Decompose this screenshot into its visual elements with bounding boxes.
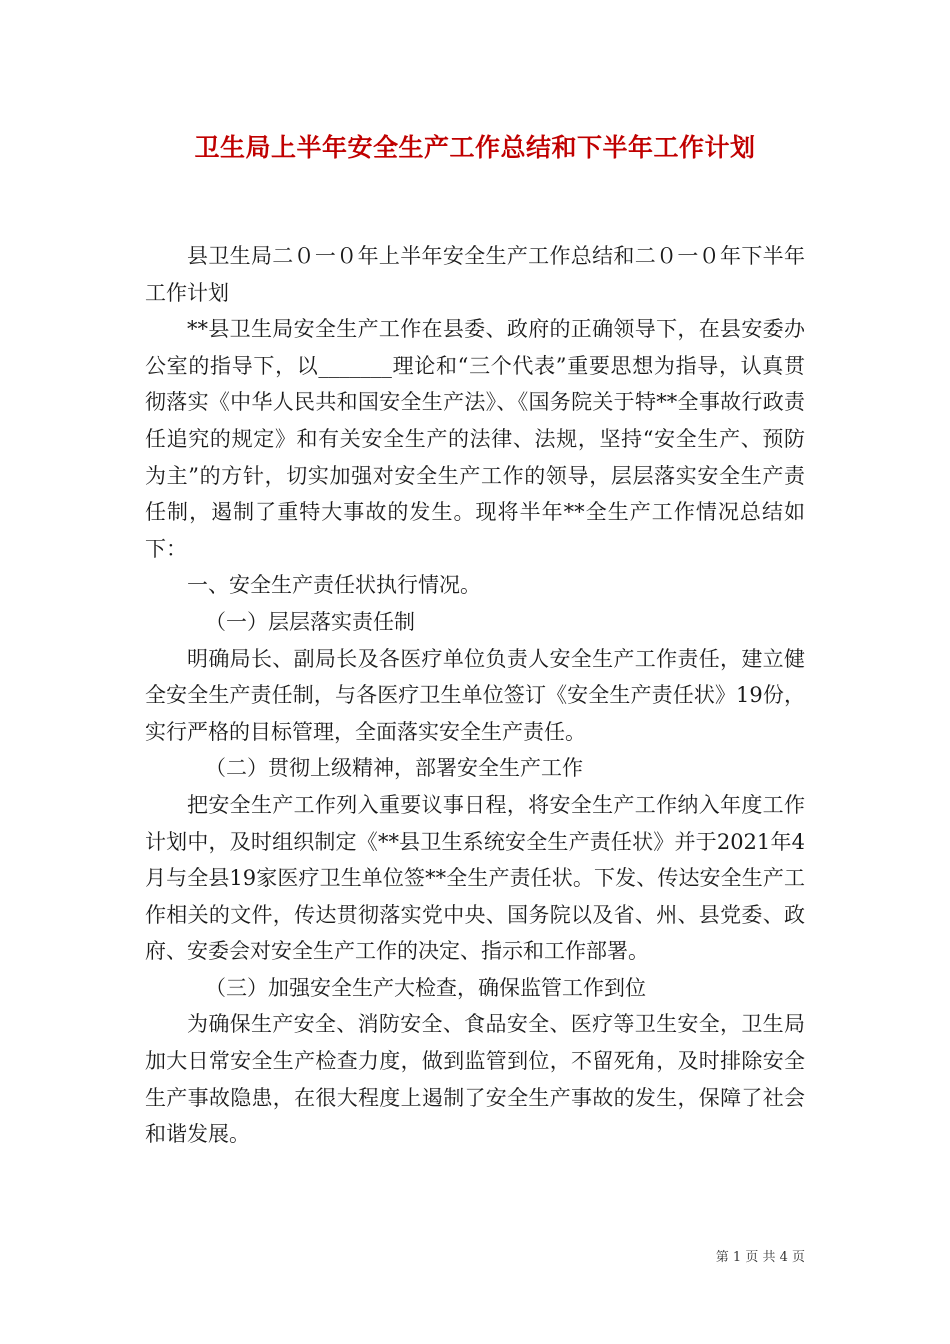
page-number: 第 1 页 共 4 页 <box>715 1250 805 1265</box>
subsection-paragraph-2: 把安全生产工作列入重要议事日程，将安全生产工作纳入年度工作计划中，及时组织制定《**县卫生系统安全生产责任状》并于2021年4月与全县19家医疗卫生单位签**全生产责任状。下发、传达安全生产工作相关的文件，传达贯彻落实党中央、国务院以及省、州、县党委、政府、安委会对安全生产工作的决定、指示和工作部署。 <box>145 792 805 964</box>
subsection-heading-3: （三）加强安全生产大检查，确保监管工作到位 <box>205 975 646 1000</box>
subsection-paragraph-3: 为确保生产安全、消防安全、食品安全、医疗等卫生安全，卫生局加大日常安全生产检查力度，做到监管到位，不留死角，及时排除安全生产事故隐患，在很大程度上遏制了安全生产事故的发生，保障了社会和谐发展。 <box>145 1012 805 1147</box>
document-title: 卫生局上半年安全生产工作总结和下半年工作计划 <box>194 133 756 162</box>
document-body <box>145 238 805 1153</box>
subsection-paragraph-1: 明确局长、副局长及各医疗单位负责人安全生产工作责任，建立健全安全生产责任制，与各医疗卫生单位签订《安全生产责任状》19份，实行严格的目标管理，全面落实安全生产责任。 <box>145 646 805 744</box>
document-subtitle-paragraph: 县卫生局二０一０年上半年安全生产工作总结和二０一０年下半年工作计划 <box>145 244 805 305</box>
section-heading-1: 一、安全生产责任状执行情况。 <box>187 573 481 598</box>
intro-paragraph: **县卫生局安全生产工作在县委、政府的正确领导下，在县安委办公室的指导下，以_______理论和“三个代表”重要思想为指导，认真贯彻落实《中华人民共和国安全生产法》、《国务院关于特**全事故行政责任追究的规定》和有关安全生产的法律、法规，坚持“安全生产、预防为主”的方针，切实加强对安全生产工作的领导，层层落实安全生产责任制，遏制了重特大事故的发生。现将半年**全生产工作情况总结如下： <box>145 317 805 561</box>
subsection-heading-2: （二）贯彻上级精神，部署安全生产工作 <box>205 756 583 781</box>
subsection-heading-1: （一）层层落实责任制 <box>205 609 415 634</box>
